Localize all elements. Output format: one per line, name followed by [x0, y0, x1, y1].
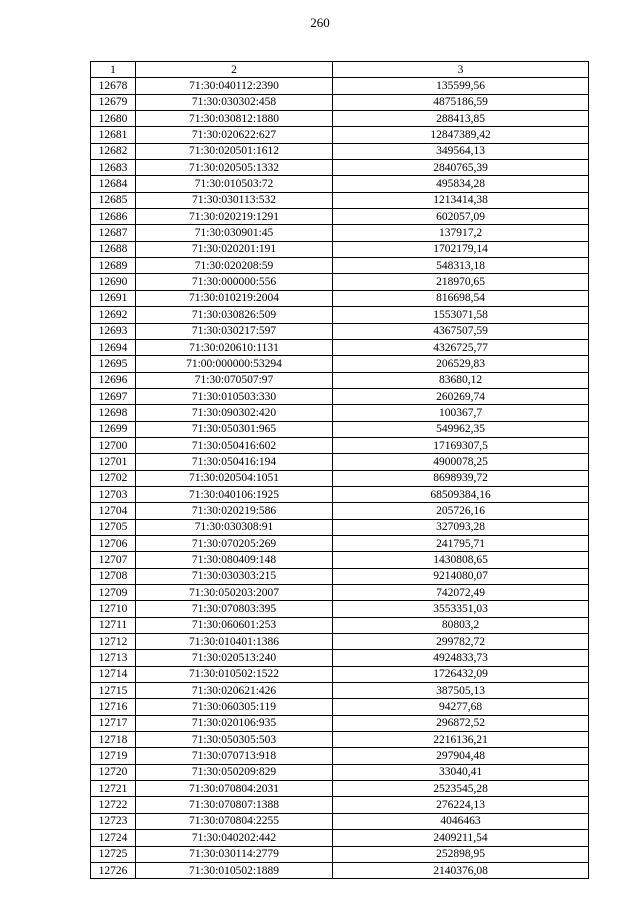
- row-number-cell: 12708: [91, 568, 136, 584]
- table-row: [91, 405, 589, 421]
- row-number-cell: 12713: [91, 650, 136, 666]
- cadastral-number-cell: 71:30:050305:503: [136, 732, 333, 748]
- row-number-cell: 12684: [91, 176, 136, 192]
- cadastral-number-cell: 71:30:030812:1880: [136, 111, 333, 127]
- table-row: [91, 503, 589, 519]
- row-number-cell: 12726: [91, 862, 136, 878]
- row-number-cell: 12698: [91, 405, 136, 421]
- cadastral-number-cell: 71:30:030308:91: [136, 519, 333, 535]
- value-cell: 288413,85: [333, 111, 589, 127]
- row-number-cell: 12703: [91, 486, 136, 502]
- cadastral-number-cell: 71:30:050203:2007: [136, 585, 333, 601]
- cadastral-number-cell: 71:30:020201:191: [136, 241, 333, 257]
- cadastral-number-cell: 71:30:080409:148: [136, 552, 333, 568]
- value-cell: 1702179,14: [333, 241, 589, 257]
- row-number-cell: 12704: [91, 503, 136, 519]
- value-cell: 2216136,21: [333, 732, 589, 748]
- value-cell: 387505,13: [333, 683, 589, 699]
- row-number-cell: 12711: [91, 617, 136, 633]
- cadastral-number-cell: 71:30:070807:1388: [136, 797, 333, 813]
- row-number-cell: 12717: [91, 715, 136, 731]
- cadastral-number-cell: 71:30:090302:420: [136, 405, 333, 421]
- cadastral-number-cell: 71:30:010503:330: [136, 388, 333, 404]
- row-number-cell: 12710: [91, 601, 136, 617]
- row-number-cell: 12712: [91, 634, 136, 650]
- cadastral-number-cell: 71:30:030302:458: [136, 94, 333, 110]
- value-cell: 4046463: [333, 813, 589, 829]
- cadastral-number-cell: 71:30:010401:1386: [136, 634, 333, 650]
- row-number-cell: 12679: [91, 94, 136, 110]
- cadastral-number-cell: 71:30:020504:1051: [136, 470, 333, 486]
- cadastral-number-cell: 71:30:020219:1291: [136, 209, 333, 225]
- value-cell: 68509384,16: [333, 486, 589, 502]
- row-number-cell: 12722: [91, 797, 136, 813]
- row-number-cell: 12715: [91, 683, 136, 699]
- table-row: [91, 585, 589, 601]
- cadastral-number-cell: 71:30:030826:509: [136, 307, 333, 323]
- value-cell: 4326725,77: [333, 339, 589, 355]
- row-number-cell: 12681: [91, 127, 136, 143]
- value-cell: 742072,49: [333, 585, 589, 601]
- table-row: [91, 127, 589, 143]
- table-row: [91, 241, 589, 257]
- row-number-cell: 12701: [91, 454, 136, 470]
- cadastral-number-cell: 71:30:020501:1612: [136, 143, 333, 159]
- row-number-cell: 12678: [91, 78, 136, 94]
- cadastral-number-cell: 71:30:020505:1332: [136, 160, 333, 176]
- value-cell: 9214080,07: [333, 568, 589, 584]
- value-cell: 1213414,38: [333, 192, 589, 208]
- row-number-cell: 12725: [91, 846, 136, 862]
- table-row: [91, 634, 589, 650]
- value-cell: 33040,41: [333, 764, 589, 780]
- cadastral-number-cell: 71:30:070507:97: [136, 372, 333, 388]
- table-row: [91, 258, 589, 274]
- value-cell: 816698,54: [333, 290, 589, 306]
- table-row: [91, 764, 589, 780]
- cadastral-number-cell: 71:30:050209:829: [136, 764, 333, 780]
- value-cell: 327093,28: [333, 519, 589, 535]
- cadastral-number-cell: 71:30:070803:395: [136, 601, 333, 617]
- table-row: [91, 601, 589, 617]
- row-number-cell: 12682: [91, 143, 136, 159]
- row-number-cell: 12692: [91, 307, 136, 323]
- value-cell: 2523545,28: [333, 781, 589, 797]
- table-row: [91, 176, 589, 192]
- cadastral-number-cell: 71:30:030113:532: [136, 192, 333, 208]
- row-number-cell: 12691: [91, 290, 136, 306]
- row-number-cell: 12699: [91, 421, 136, 437]
- table-row: [91, 209, 589, 225]
- row-number-cell: 12706: [91, 535, 136, 551]
- value-cell: 83680,12: [333, 372, 589, 388]
- value-cell: 12847389,42: [333, 127, 589, 143]
- table-row: [91, 274, 589, 290]
- cadastral-number-cell: 71:30:020513:240: [136, 650, 333, 666]
- data-table: [90, 61, 589, 879]
- value-cell: 260269,74: [333, 388, 589, 404]
- table-row: [91, 748, 589, 764]
- row-number-cell: 12685: [91, 192, 136, 208]
- value-cell: 297904,48: [333, 748, 589, 764]
- cadastral-number-cell: 71:30:000000:556: [136, 274, 333, 290]
- table-row: [91, 356, 589, 372]
- row-number-cell: 12720: [91, 764, 136, 780]
- cadastral-number-cell: 71:30:050416:194: [136, 454, 333, 470]
- cadastral-number-cell: 71:30:020219:586: [136, 503, 333, 519]
- value-cell: 4900078,25: [333, 454, 589, 470]
- cadastral-number-cell: 71:30:010502:1889: [136, 862, 333, 878]
- table-row: [91, 290, 589, 306]
- table-row: [91, 732, 589, 748]
- cadastral-number-cell: 71:30:070804:2255: [136, 813, 333, 829]
- column-header-2: 2: [136, 62, 333, 78]
- table-row: [91, 339, 589, 355]
- value-cell: 2409211,54: [333, 830, 589, 846]
- value-cell: 495834,28: [333, 176, 589, 192]
- value-cell: 137917,2: [333, 225, 589, 241]
- cadastral-number-cell: 71:30:050301:965: [136, 421, 333, 437]
- table-row: [91, 846, 589, 862]
- table-row: [91, 225, 589, 241]
- table-row: [91, 568, 589, 584]
- value-cell: 252898,95: [333, 846, 589, 862]
- cadastral-number-cell: 71:30:050416:602: [136, 437, 333, 453]
- table-row: [91, 307, 589, 323]
- row-number-cell: 12689: [91, 258, 136, 274]
- cadastral-number-cell: 71:30:060305:119: [136, 699, 333, 715]
- table-row: [91, 421, 589, 437]
- table-row: [91, 111, 589, 127]
- cadastral-number-cell: 71:30:070205:269: [136, 535, 333, 551]
- cadastral-number-cell: 71:30:010502:1522: [136, 666, 333, 682]
- cadastral-number-cell: 71:30:030217:597: [136, 323, 333, 339]
- value-cell: 241795,71: [333, 535, 589, 551]
- table-row: [91, 437, 589, 453]
- value-cell: 3553351,03: [333, 601, 589, 617]
- value-cell: 80803,2: [333, 617, 589, 633]
- row-number-cell: 12719: [91, 748, 136, 764]
- table-row: [91, 192, 589, 208]
- cadastral-number-cell: 71:30:030114:2779: [136, 846, 333, 862]
- cadastral-number-cell: 71:30:030303:215: [136, 568, 333, 584]
- cadastral-number-cell: 71:30:040106:1925: [136, 486, 333, 502]
- table-row: [91, 781, 589, 797]
- cadastral-number-cell: 71:30:010503:72: [136, 176, 333, 192]
- value-cell: 349564,13: [333, 143, 589, 159]
- row-number-cell: 12680: [91, 111, 136, 127]
- table-row: [91, 470, 589, 486]
- cadastral-number-cell: 71:30:010219:2004: [136, 290, 333, 306]
- table-row: [91, 519, 589, 535]
- table-row: [91, 715, 589, 731]
- table-row: [91, 699, 589, 715]
- row-number-cell: 12695: [91, 356, 136, 372]
- table-row: [91, 666, 589, 682]
- table-row: [91, 617, 589, 633]
- row-number-cell: 12718: [91, 732, 136, 748]
- cadastral-number-cell: 71:30:070713:918: [136, 748, 333, 764]
- value-cell: 205726,16: [333, 503, 589, 519]
- row-number-cell: 12702: [91, 470, 136, 486]
- cadastral-number-cell: 71:30:040112:2390: [136, 78, 333, 94]
- row-number-cell: 12724: [91, 830, 136, 846]
- cadastral-number-cell: 71:30:060601:253: [136, 617, 333, 633]
- value-cell: 1553071,58: [333, 307, 589, 323]
- cadastral-number-cell: 71:30:070804:2031: [136, 781, 333, 797]
- row-number-cell: 12688: [91, 241, 136, 257]
- table-row: [91, 813, 589, 829]
- table-row: [91, 160, 589, 176]
- value-cell: 4875186,59: [333, 94, 589, 110]
- cadastral-number-cell: 71:30:020208:59: [136, 258, 333, 274]
- table-body: [91, 78, 589, 879]
- table-row: [91, 78, 589, 94]
- row-number-cell: 12700: [91, 437, 136, 453]
- row-number-cell: 12716: [91, 699, 136, 715]
- row-number-cell: 12694: [91, 339, 136, 355]
- row-number-cell: 12697: [91, 388, 136, 404]
- table-row: [91, 143, 589, 159]
- value-cell: 100367,7: [333, 405, 589, 421]
- value-cell: 1430808,65: [333, 552, 589, 568]
- value-cell: 17169307,5: [333, 437, 589, 453]
- cadastral-number-cell: 71:30:020106:935: [136, 715, 333, 731]
- cadastral-number-cell: 71:00:000000:53294: [136, 356, 333, 372]
- row-number-cell: 12696: [91, 372, 136, 388]
- cadastral-number-cell: 71:30:030901:45: [136, 225, 333, 241]
- table-row: [91, 862, 589, 878]
- row-number-cell: 12714: [91, 666, 136, 682]
- cadastral-number-cell: 71:30:020622:627: [136, 127, 333, 143]
- table-row: [91, 486, 589, 502]
- header-row: [91, 62, 589, 78]
- column-header-3: 3: [333, 62, 589, 78]
- value-cell: 602057,09: [333, 209, 589, 225]
- value-cell: 4367507,59: [333, 323, 589, 339]
- value-cell: 218970,65: [333, 274, 589, 290]
- value-cell: 8698939,72: [333, 470, 589, 486]
- table-row: [91, 797, 589, 813]
- table-row: [91, 650, 589, 666]
- value-cell: 548313,18: [333, 258, 589, 274]
- row-number-cell: 12693: [91, 323, 136, 339]
- row-number-cell: 12709: [91, 585, 136, 601]
- table-row: [91, 552, 589, 568]
- value-cell: 549962,35: [333, 421, 589, 437]
- table-row: [91, 94, 589, 110]
- value-cell: 276224,13: [333, 797, 589, 813]
- column-header-1: 1: [91, 62, 136, 78]
- row-number-cell: 12705: [91, 519, 136, 535]
- table-row: [91, 683, 589, 699]
- value-cell: 1726432,09: [333, 666, 589, 682]
- table-row: [91, 372, 589, 388]
- value-cell: 299782,72: [333, 634, 589, 650]
- row-number-cell: 12683: [91, 160, 136, 176]
- row-number-cell: 12723: [91, 813, 136, 829]
- row-number-cell: 12721: [91, 781, 136, 797]
- value-cell: 4924833,73: [333, 650, 589, 666]
- value-cell: 2140376,08: [333, 862, 589, 878]
- cadastral-number-cell: 71:30:040202:442: [136, 830, 333, 846]
- value-cell: 206529,83: [333, 356, 589, 372]
- cadastral-number-cell: 71:30:020621:426: [136, 683, 333, 699]
- table-row: [91, 454, 589, 470]
- table-row: [91, 388, 589, 404]
- table-row: [91, 323, 589, 339]
- value-cell: 296872,52: [333, 715, 589, 731]
- row-number-cell: 12687: [91, 225, 136, 241]
- row-number-cell: 12707: [91, 552, 136, 568]
- page-number: 260: [310, 15, 330, 30]
- row-number-cell: 12686: [91, 209, 136, 225]
- value-cell: 2840765,39: [333, 160, 589, 176]
- table-row: [91, 535, 589, 551]
- table-row: [91, 830, 589, 846]
- value-cell: 135599,56: [333, 78, 589, 94]
- value-cell: 94277,68: [333, 699, 589, 715]
- cadastral-number-cell: 71:30:020610:1131: [136, 339, 333, 355]
- row-number-cell: 12690: [91, 274, 136, 290]
